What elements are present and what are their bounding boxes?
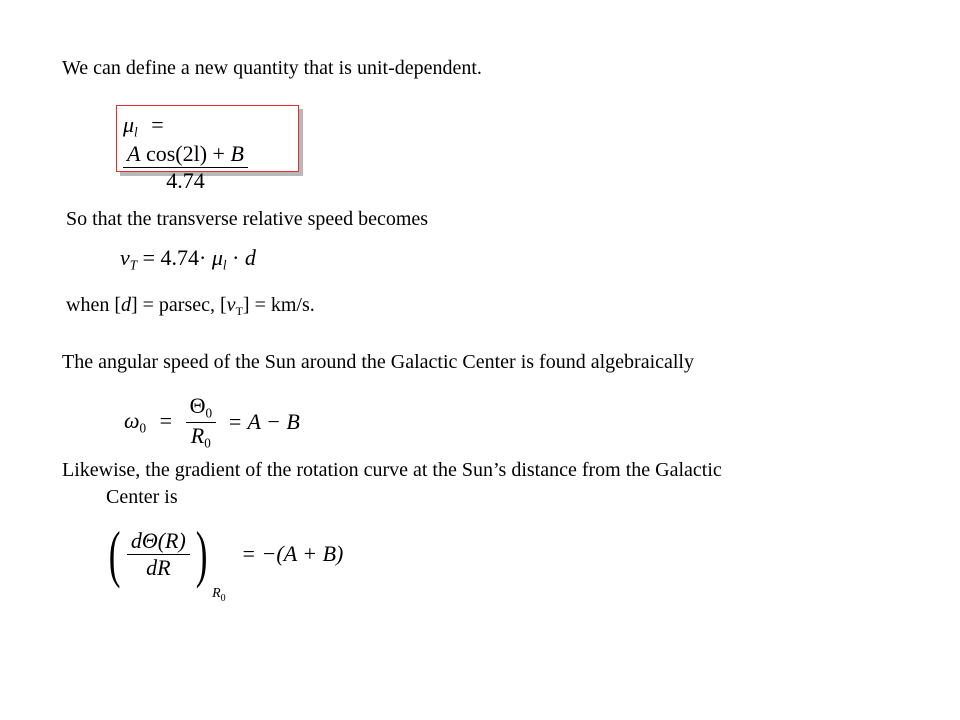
numerator: [123, 141, 248, 167]
units-text: [66, 293, 315, 323]
denominator: 4.74: [166, 167, 205, 193]
equation-rotation-gradient: [104, 518, 344, 604]
omega-subscript: 0: [139, 420, 147, 436]
mu-subscript: l: [134, 124, 138, 140]
units-d: d: [120, 294, 131, 316]
equals-sign: =: [159, 407, 173, 433]
cos-function: cos: [145, 140, 176, 166]
fraction: [123, 141, 248, 194]
theta-symbol: Θ: [189, 393, 206, 418]
evaluation-point: [212, 586, 226, 604]
r-subscript: 0: [204, 435, 211, 451]
numerator: [186, 393, 216, 422]
cos-argument: (2l): [175, 140, 208, 166]
angular-speed-text: The angular speed of the Sun around the Galactic Center is found algebraically: [62, 351, 694, 373]
right-paren: ): [196, 518, 208, 589]
r-symbol: R: [190, 422, 205, 448]
units-text-mid: ] = parsec, [: [130, 294, 227, 316]
denominator: [186, 423, 216, 452]
theta-subscript: 0: [205, 405, 213, 421]
eval-subscript: 0: [220, 592, 226, 604]
equation-rhs-prefix: = 4.74·: [142, 245, 207, 270]
left-paren: (: [108, 518, 121, 589]
distance-symbol: d: [244, 245, 256, 270]
units-v: v: [226, 294, 236, 316]
intro-text: We can define a new quantity that is unit-dependent.: [62, 57, 482, 79]
plus-sign: +: [212, 140, 225, 166]
transverse-speed-text: So that the transverse relative speed becomes: [66, 208, 429, 230]
units-text-pre: when [: [66, 294, 121, 316]
fraction: [127, 528, 190, 581]
gradient-text-line2: Center is: [106, 486, 178, 508]
omega-symbol: ω: [124, 407, 140, 433]
v-subscript: T: [129, 257, 138, 273]
v-symbol: v: [120, 245, 130, 270]
coef-a: A: [127, 140, 141, 166]
units-text-post: ] = km/s.: [242, 294, 315, 316]
gradient-text-line1: Likewise, the gradient of the rotation curve at the Sun’s distance from the Galactic: [62, 459, 722, 481]
equation-proper-motion: [123, 108, 298, 194]
equation-rhs: = A − B: [227, 409, 300, 435]
fraction: [186, 393, 216, 451]
mu-symbol: μ: [123, 112, 135, 137]
equation-angular-speed: [124, 393, 300, 451]
denominator: dR: [146, 554, 171, 580]
mu-subscript: l: [222, 257, 227, 273]
eval-r: R: [212, 586, 221, 602]
equals-sign: =: [151, 112, 164, 137]
mu-symbol: μ: [211, 245, 223, 270]
equation-rhs: = −(A + B): [241, 541, 344, 566]
coef-b: B: [230, 140, 244, 166]
numerator: dΘ(R): [130, 527, 186, 553]
multiply-dot: ·: [232, 245, 240, 270]
boxed-equation-proper-motion: [116, 105, 299, 193]
equation-transverse-speed: [120, 245, 256, 279]
units-v-subscript: T: [235, 304, 243, 319]
